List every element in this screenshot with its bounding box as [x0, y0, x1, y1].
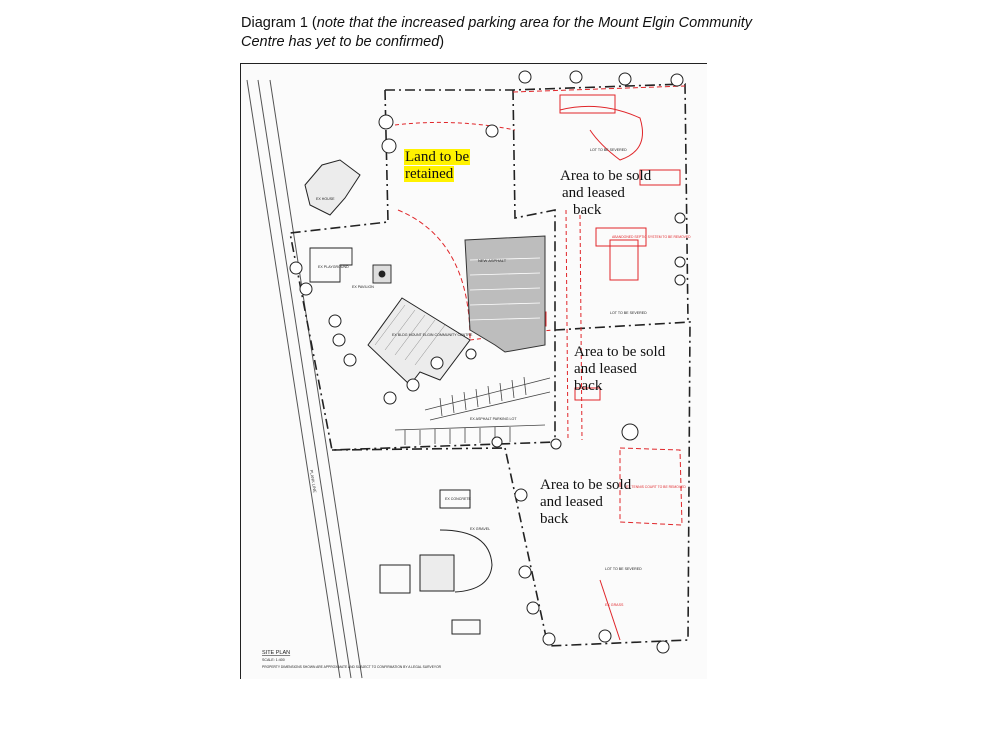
ex-gravel-label: EX GRAVEL — [470, 527, 491, 531]
site-plan-title: SITE PLAN — [262, 650, 291, 656]
annotation-sold-top-line2: and leased — [562, 185, 625, 201]
annotation-sold-top — [560, 168, 651, 219]
caption-italic-line1: note that the increased parking area for the Mount Elgin Community — [316, 15, 752, 31]
caption-lead: Diagram 1 ( — [241, 15, 317, 31]
annotation-sold-mid — [574, 344, 665, 395]
annotation-sold-top-line1: Area to be sold — [560, 168, 652, 184]
annotation-sold-mid-line2: and leased — [574, 361, 637, 377]
annotation-retained-line1: Land to be — [405, 149, 470, 165]
caption-italic-line2: Centre has yet to be confirmed — [241, 34, 440, 50]
playground-label: EX PLAYGROUND — [318, 265, 349, 269]
ex-grass-label: EX GRASS — [605, 603, 624, 607]
road-label: PLANK LINE — [309, 469, 318, 493]
annotation-sold-bottom-line3: back — [540, 511, 569, 527]
annotation-land-retained — [404, 149, 470, 183]
pavilion — [373, 265, 391, 283]
ex-house-top — [305, 160, 360, 215]
annotation-sold-mid-line3: back — [574, 378, 603, 394]
new-asphalt-label: NEW ASPHALT — [478, 258, 507, 263]
annotation-sold-top-line3: back — [573, 202, 602, 218]
site-plan-note: PROPERTY DIMENSIONS SHOWN ARE APPROXIMATE AND SUBJECT TO CONFIRMATION BY A LEGAL SURVEYOR — [262, 665, 442, 669]
ex-concrete-label: EX CONCRETE — [445, 497, 471, 501]
ex-house-label: EX HOUSE — [316, 197, 335, 201]
annotation-sold-bottom — [540, 477, 631, 528]
annotation-sold-mid-line1: Area to be sold — [574, 344, 666, 360]
new-asphalt-parking — [465, 236, 545, 352]
ex-asphalt-parking-label: EX ASPHALT PARKING LOT — [470, 417, 517, 421]
annotation-retained-line2: retained — [405, 166, 454, 182]
lot-severed-top-label: LOT TO BE SEVERED — [590, 148, 627, 152]
lot-severed-mid-label: LOT TO BE SEVERED — [610, 311, 647, 315]
lower-building — [380, 490, 492, 634]
community-centre-label: EX BLDG MOUNT ELGIN COMMUNITY CENTRE — [392, 333, 473, 337]
pavilion-label: EX PAVILION — [352, 285, 374, 289]
caption-trail: ) — [439, 34, 445, 50]
septic-label: ABANDONED SEPTIC SYSTEM TO BE REMOVED — [612, 235, 691, 239]
annotation-sold-bottom-line1: Area to be sold — [540, 477, 632, 493]
lot-severed-bottom-label: LOT TO BE SEVERED — [605, 567, 642, 571]
site-plan-scale: SCALE: 1:400 — [262, 658, 285, 662]
tennis-court-label: EX TENNIS COURT TO BE REMOVED — [626, 485, 686, 489]
annotation-sold-bottom-line2: and leased — [540, 494, 603, 510]
community-centre-building — [368, 298, 470, 385]
